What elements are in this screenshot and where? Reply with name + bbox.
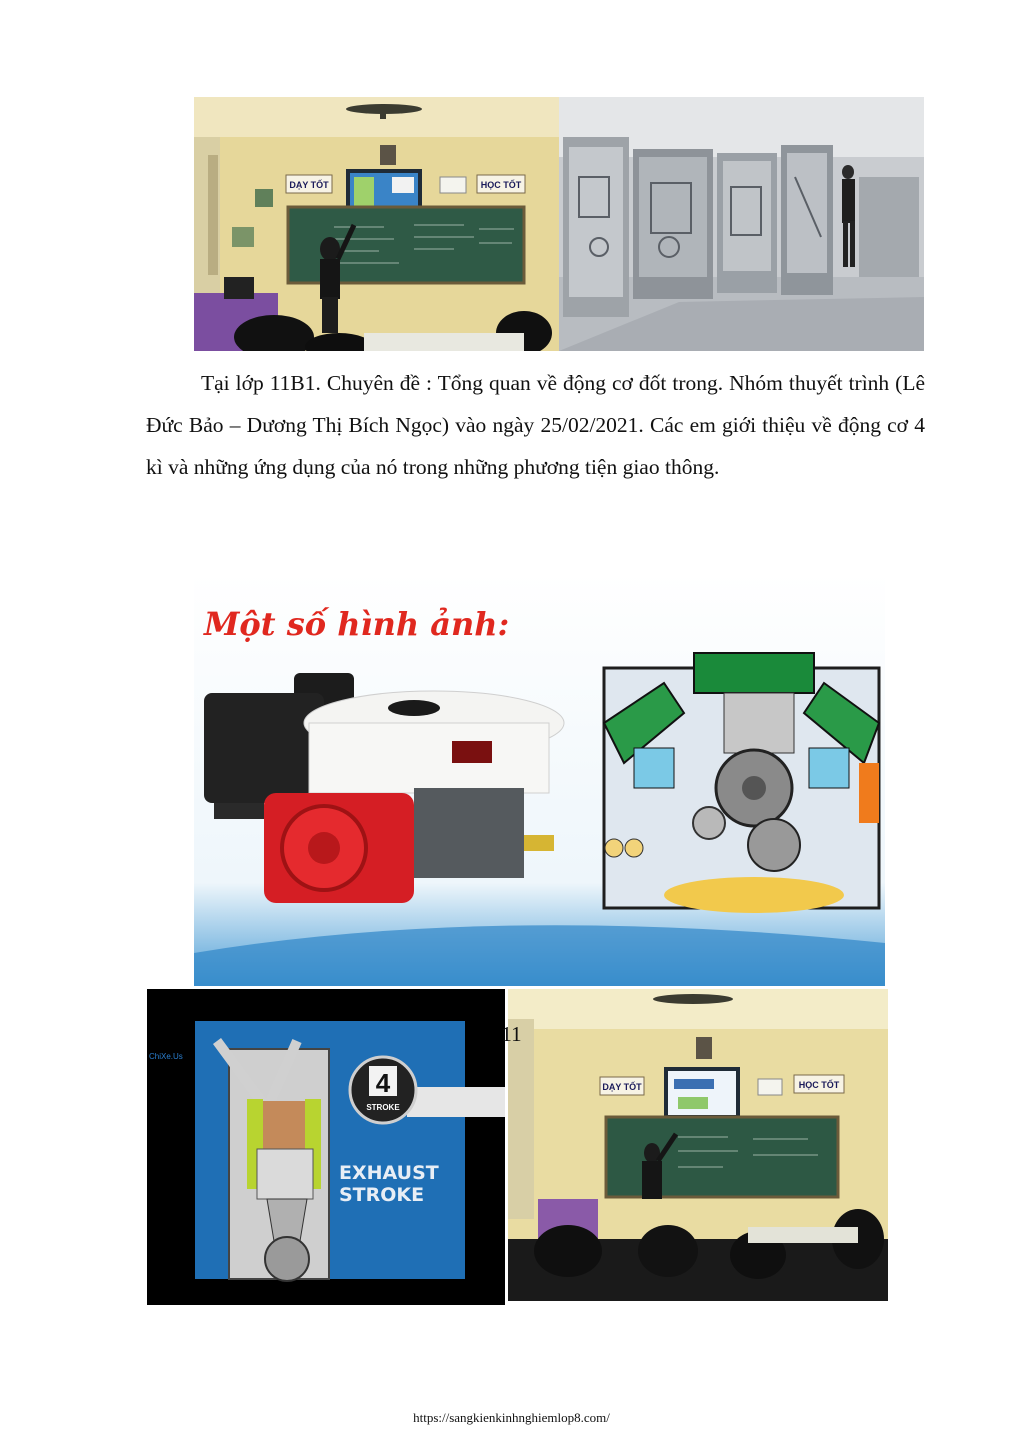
engine-slide bbox=[194, 573, 885, 986]
figure-caption: Tại lớp 11B1. Chuyên đề : Tổng quan về động cơ đốt trong. Nhóm thuyết trình (Lê Đức Bảo – Dương Thị Bích Ngọc) vào ngày 25/02/2021. Các em giới thiệu về động cơ 4 kì và những ứng dụng của nó trong những phương tiện giao thông. bbox=[146, 371, 925, 479]
footer-url[interactable]: https://sangkienkinhnghiemlop8.com/ bbox=[413, 1410, 610, 1425]
classroom-photo-top bbox=[194, 97, 559, 351]
sign-day-tot-2: DẠY TỐT bbox=[602, 1082, 642, 1092]
phase-label-2: STROKE bbox=[339, 1184, 425, 1206]
sign-day-tot: DẠY TỐT bbox=[289, 180, 329, 190]
slide-title: Một số hình ảnh: bbox=[204, 605, 510, 643]
stroke-badge-number: 4 bbox=[375, 1068, 391, 1098]
factory-photo bbox=[559, 97, 924, 351]
stroke-badge-word: STROKE bbox=[366, 1103, 400, 1112]
page-number: 11 bbox=[501, 1022, 522, 1046]
sign-hoc-tot: HỌC TỐT bbox=[480, 180, 522, 190]
corner-tag: ChiXe.Us bbox=[149, 1052, 183, 1061]
phase-label-1: EXHAUST bbox=[339, 1162, 439, 1184]
sign-hoc-tot-2: HỌC TỐT bbox=[798, 1080, 840, 1090]
